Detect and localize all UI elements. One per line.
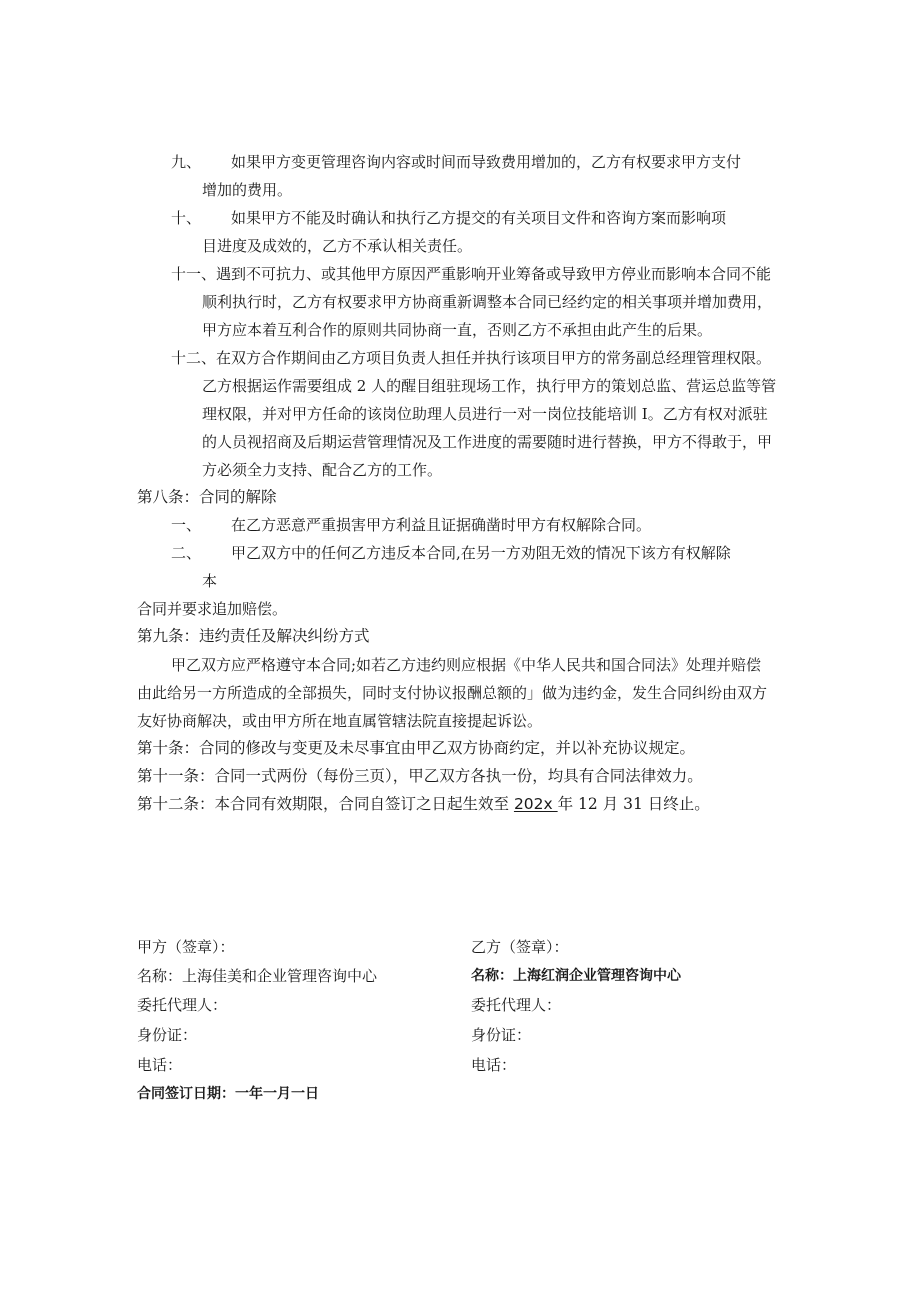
item-9-number: 九、	[171, 153, 202, 171]
item-12-line-2: 乙方根据运作需要组成 2 人的醒目组驻现场工作，执行甲方的策划总监、营运总监等管	[202, 377, 777, 395]
party-a-name: 名称：上海佳美和企业管理咨询中心	[137, 967, 378, 985]
article-9-title: 第九条：违约责任及解决纠纷方式	[137, 627, 370, 645]
item-9-line-1	[171, 152, 741, 172]
article-8-title: 第八条：合同的解除	[137, 488, 277, 506]
article-9-line-2: 由此给另一方所造成的全部损失，同时支付协议报酬总额的」做为违约金，发生合同纠纷由双方	[137, 684, 768, 702]
party-b-phone: 电话：	[471, 1056, 517, 1074]
sign-date: 合同签订日期：一年一月一日	[137, 1086, 319, 1102]
article-8-item-1-text: 在乙方恶意严重损害甲方利益且证据确凿时甲方有权解除合同。	[231, 516, 652, 534]
article-8-item-1	[171, 515, 651, 535]
item-10-number: 十、	[171, 209, 202, 227]
party-a-phone: 电话：	[137, 1056, 183, 1074]
item-12-line-1: 十二、在双方合作期间由乙方项目负责人担任并执行该项目甲方的常务副总经理管理权限。	[171, 349, 772, 367]
article-8-item-2-number: 二、	[171, 544, 202, 562]
article-12	[137, 794, 710, 814]
party-a-sign: 甲方（签章）：	[137, 938, 235, 956]
article-8-item-2-text: 甲乙双方中的任何乙方违反本合同,在另一方劝阻无效的情况下该方有权解除	[231, 544, 731, 562]
item-11-line-3: 甲方应本着互利合作的原则共同协商一直，否则乙方不承担由此产生的后果。	[202, 321, 713, 339]
party-b-name: 名称：上海红润企业管理咨询中心	[471, 968, 681, 984]
article-12-suffix: 年 12 月 31 日终止。	[557, 795, 710, 813]
party-a-agent: 委托代理人：	[137, 996, 228, 1014]
party-a-id: 身份证：	[137, 1026, 198, 1044]
item-12-line-3: 理权限，并对甲方任命的该岗位助理人员进行一对一岗位技能培训 I。乙方有权对派驻	[202, 405, 768, 423]
item-12-line-4: 的人员视招商及后期运营管理情况及工作进度的需要随时进行替换，甲方不得敢于，甲	[202, 433, 773, 451]
article-11: 第十一条：合同一式两份（每份三页），甲乙双方各执一份，均具有合同法律效力。	[137, 767, 703, 785]
item-10-line-2: 目进度及成效的，乙方不承认相关责任。	[202, 237, 473, 255]
article-9-line-1: 甲乙双方应严格遵守本合同;如若乙方违约则应根据《中华人民共和国合同法》处理并赔偿	[171, 656, 762, 674]
party-b-id: 身份证：	[471, 1026, 532, 1044]
item-10-text: 如果甲方不能及时确认和执行乙方提交的有关项目文件和咨询方案而影响项	[231, 209, 727, 227]
party-b-agent: 委托代理人：	[471, 996, 562, 1014]
item-11-line-1: 十一、遇到不可抗力、或其他甲方原因严重影响开业筹备或导致甲方停业而影响本合同不能	[171, 265, 772, 283]
article-12-year: 202x	[513, 795, 558, 813]
article-8-item-2	[171, 543, 731, 563]
article-8-item-2-continuation: 本	[202, 572, 218, 590]
item-11-line-2: 顺利执行时，乙方有权要求甲方协商重新调整本合同已经约定的相关事项并增加费用，	[202, 293, 773, 311]
article-8-item-2-end: 合同并要求追加赔偿。	[137, 600, 288, 618]
item-9-text: 如果甲方变更管理咨询内容或时间而导致费用增加的，乙方有权要求甲方支付	[231, 153, 742, 171]
item-9-line-2: 增加的费用。	[202, 181, 293, 199]
article-9-line-3: 友好协商解决，或由甲方所在地直属管辖法院直接提起诉讼。	[137, 712, 543, 730]
item-12-line-5: 方必须全力支持、配合乙方的工作。	[202, 461, 443, 479]
item-10-line-1	[171, 208, 726, 228]
article-8-item-1-number: 一、	[171, 516, 202, 534]
article-10: 第十条：合同的修改与变更及未尽事宜由甲乙双方协商约定，并以补充协议规定。	[137, 739, 696, 757]
party-b-sign: 乙方（签章）：	[471, 938, 569, 956]
article-12-prefix: 第十二条：本合同有效期限，合同自签订之日起生效至	[137, 795, 514, 813]
